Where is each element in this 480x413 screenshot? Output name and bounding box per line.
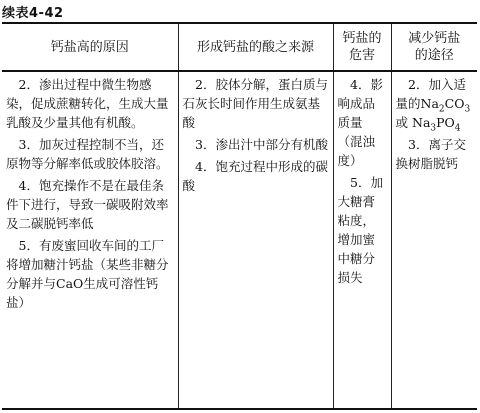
header-hazard-line1: 钙盐的: [342, 31, 382, 46]
header-hazard: [333, 23, 391, 71]
table-row: [2, 71, 477, 409]
header-hazard-line2: 危害: [348, 48, 375, 63]
header-causes: [2, 23, 178, 71]
formula-na3po4-part-b: PO: [436, 115, 455, 130]
cell-hazard: [333, 71, 391, 409]
header-row: [2, 23, 477, 71]
cause-item-4: 4．饱充操作不是在最佳条件下进行，导致一碳吸附效率及二碳脱钙率低: [6, 178, 169, 231]
reduce-item-3: 3．离子交换树脂脱钙: [395, 137, 466, 171]
formula-na2co3-part-a: Na: [420, 96, 439, 111]
hazard-item-5: 5．加大糖膏粘度，增加蜜中糖分损失: [337, 175, 383, 285]
formula-na2co3-sub-1: 2: [438, 104, 445, 115]
acid-item-4: 4．饱充过程中形成的碳酸: [182, 159, 328, 193]
header-reduce-line2: 的途径: [414, 48, 454, 63]
cell-acid-source: [178, 71, 333, 409]
cause-item-3: 3．加灰过程控制不当，还原物等分解率低或胶体胶溶。: [6, 137, 169, 171]
reduce-item-2-or: 或: [395, 115, 409, 130]
header-acid-source-label: 形成钙盐的酸之来源: [196, 39, 314, 55]
formula-na3po4-sub-2: 4: [454, 123, 461, 134]
reduce-item-2: [396, 75, 474, 132]
header-reduce-line1: 减少钙盐: [408, 31, 461, 46]
formula-na2co3-sub-2: 3: [464, 104, 471, 115]
header-acid-source: [178, 23, 333, 71]
cell-reduce: [391, 71, 477, 409]
header-reduce: [391, 23, 477, 71]
formula-na2co3-part-b: CO: [444, 96, 465, 111]
cause-item-2: 2．渗出过程中微生物感染，促成蔗糖转化，生成大量乳酸及少量其他有机酸。: [6, 77, 169, 130]
acid-item-3: 3．渗出汁中部分有机酸: [195, 137, 328, 152]
acid-item-2: 2．胶体分解，蛋白质与石灰长时间作用生成氨基酸: [182, 77, 328, 130]
formula-na3po4-part-a: Na: [412, 115, 431, 130]
formula-na3po4-sub-1: 3: [430, 123, 437, 134]
calcium-salt-table: [2, 22, 477, 410]
reduce-item-2-text: 2．加入适量的: [395, 77, 466, 111]
header-causes-label: 钙盐高的原因: [50, 39, 129, 55]
cell-causes: [2, 71, 178, 409]
cause-item-5: 5．有废蜜回收车间的工厂将增加糖汁钙盐（某些非糖分分解并与CaO生成可溶性钙盐）: [6, 238, 169, 310]
hazard-item-4: 4．影响成品质量（混浊度）: [337, 77, 383, 168]
table-caption: 续表4-42: [2, 6, 64, 21]
formula-na2co3: [420, 96, 471, 115]
formula-na3po4: [412, 115, 461, 134]
